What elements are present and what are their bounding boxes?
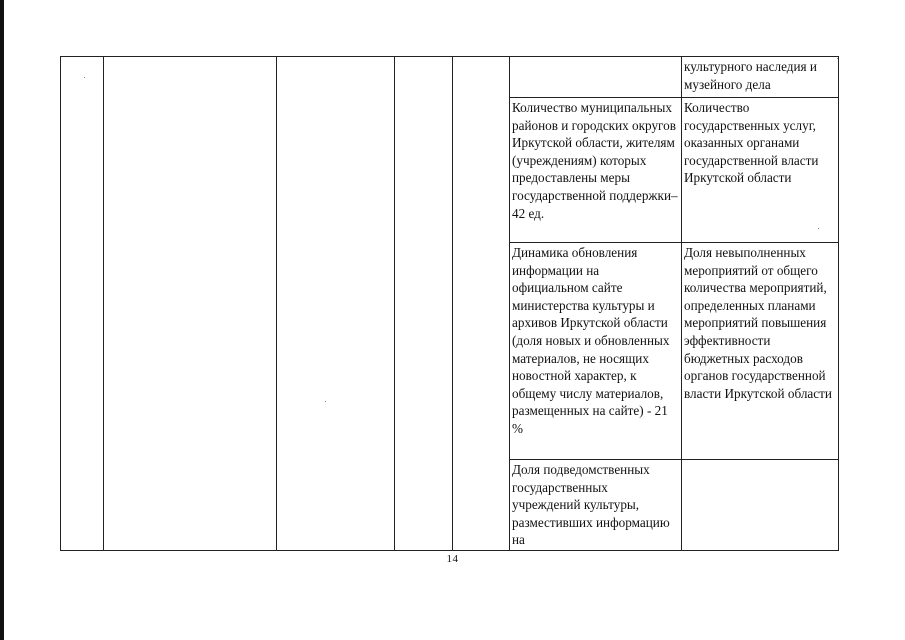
- table-cell-empty: [453, 57, 510, 551]
- scan-speck: [84, 77, 85, 78]
- table-cell-empty: [395, 57, 453, 551]
- result-cell: [682, 460, 839, 551]
- indicator-cell: Динамика обновления информации на официальном сайте министерства культуры и архивов Иркутской области (доля новых и обновленных материалов, не носящих новостной характер, к общему числу материалов, размещенных на сайте) - 21 %: [510, 243, 682, 460]
- table-row: [61, 57, 839, 98]
- indicator-cell: Количество муниципальных районов и городских округов Иркутской области, жителям (учреждениям) которых предоставлены меры государственной поддержки–42 ед.: [510, 98, 682, 243]
- scan-speck: [325, 401, 326, 402]
- scan-speck: [837, 58, 838, 59]
- page-number: 14: [446, 553, 459, 565]
- program-table: [60, 56, 839, 551]
- table-cell-empty: [61, 57, 104, 551]
- result-cell: культурного наследия и музейного дела: [682, 57, 839, 98]
- indicator-cell: [510, 57, 682, 98]
- indicator-cell: Доля подведомственных государственных учреждений культуры, разместивших информацию на: [510, 460, 682, 551]
- result-cell: Количество государственных услуг, оказанных органами государственной власти Иркутской области: [682, 98, 839, 243]
- table-cell-empty: [277, 57, 395, 551]
- page-edge-border: [0, 0, 4, 640]
- table-cell-empty: [104, 57, 277, 551]
- scan-speck: [818, 228, 819, 229]
- result-cell: Доля невыполненных мероприятий от общего количества мероприятий, определенных планами мероприятий повышения эффективности бюджетных расходов органов государственной власти Иркутской области: [682, 243, 839, 460]
